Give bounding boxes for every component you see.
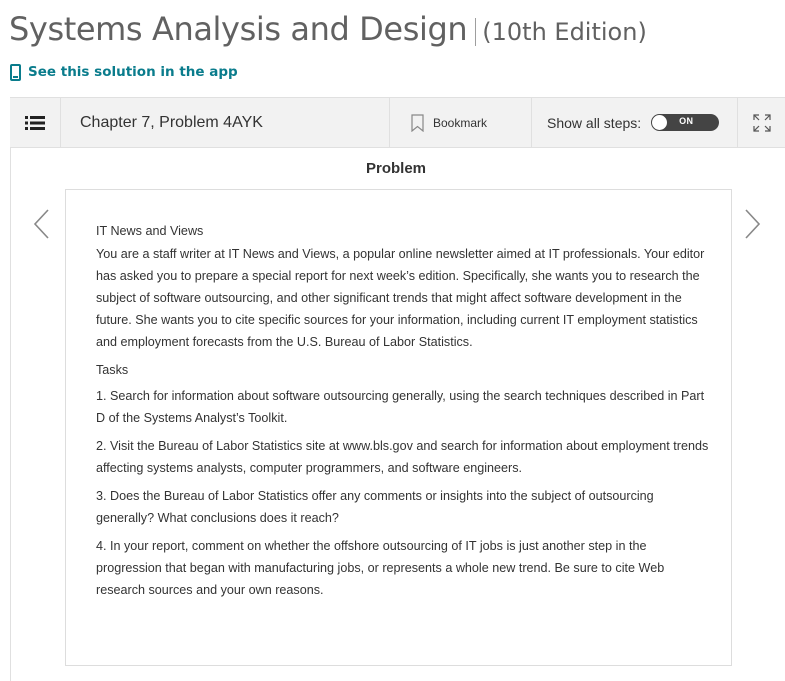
task-item: 4. In your report, comment on whether the offshore outsourcing of IT jobs is just another step in the progression that began with manufacturing jobs, or represents a whole new trend. Be sure to cite Web research sources and your own reasons. (96, 539, 665, 597)
task-item: 1. Search for information about software outsourcing generally, using the search techniques described in Part D of the Systems Analyst’s Toolkit. (96, 389, 705, 425)
phone-icon (10, 64, 21, 81)
problem-statement-box (65, 189, 732, 666)
problem-title: IT News and Views (96, 224, 204, 238)
show-all-steps-toggle[interactable] (651, 114, 719, 131)
bookmark-icon (411, 114, 424, 132)
problem-heading: Problem (366, 160, 427, 177)
task-item: 3. Does the Bureau of Labor Statistics offer any comments or insights into the subject of outsourcing generally? What conclusions does it reach? (96, 489, 654, 525)
problem-intro: You are a staff writer at IT News and Views, a popular online newsletter aimed at IT professionals. Your editor has asked you to prepare a special report for next week’s edition. Specifically, she wants you to research the subject of software outsourcing, and other significant trends that might affect software development in the future. She wants you to cite specific sources for your information, including current IT employment statistics and employment forecasts from the U.S. Bureau of Labor Statistics. (96, 247, 705, 349)
bookmark-label: Bookmark (433, 115, 488, 130)
show-all-steps-control (532, 98, 738, 147)
next-step-button[interactable] (744, 208, 762, 245)
expand-button[interactable] (738, 98, 785, 147)
see-solution-in-app-link[interactable] (10, 62, 238, 82)
book-title (9, 10, 647, 54)
title-divider (475, 18, 476, 46)
solution-toolbar (10, 97, 785, 148)
toggle-knob (652, 115, 667, 130)
toggle-state-label: ON (679, 116, 694, 126)
expand-icon (752, 113, 772, 133)
task-item: 2. Visit the Bureau of Labor Statistics site at www.bls.gov and search for information about employment trends affecting systems analysts, computer programmers, and software engineers. (96, 439, 709, 475)
table-of-contents-button[interactable] (10, 98, 61, 147)
chevron-left-icon (32, 208, 50, 240)
list-icon (25, 115, 45, 131)
book-title-text: Systems Analysis and Design (9, 10, 468, 48)
book-edition: (10th Edition) (482, 18, 647, 46)
tasks-heading: Tasks (96, 363, 129, 377)
show-all-steps-label: Show all steps: (547, 114, 642, 131)
bookmark-button[interactable] (390, 98, 532, 147)
chevron-right-icon (744, 208, 762, 240)
app-link-label: See this solution in the app (28, 64, 238, 80)
chapter-problem-label: Chapter 7, Problem 4AYK (61, 98, 390, 147)
previous-step-button[interactable] (32, 208, 50, 245)
